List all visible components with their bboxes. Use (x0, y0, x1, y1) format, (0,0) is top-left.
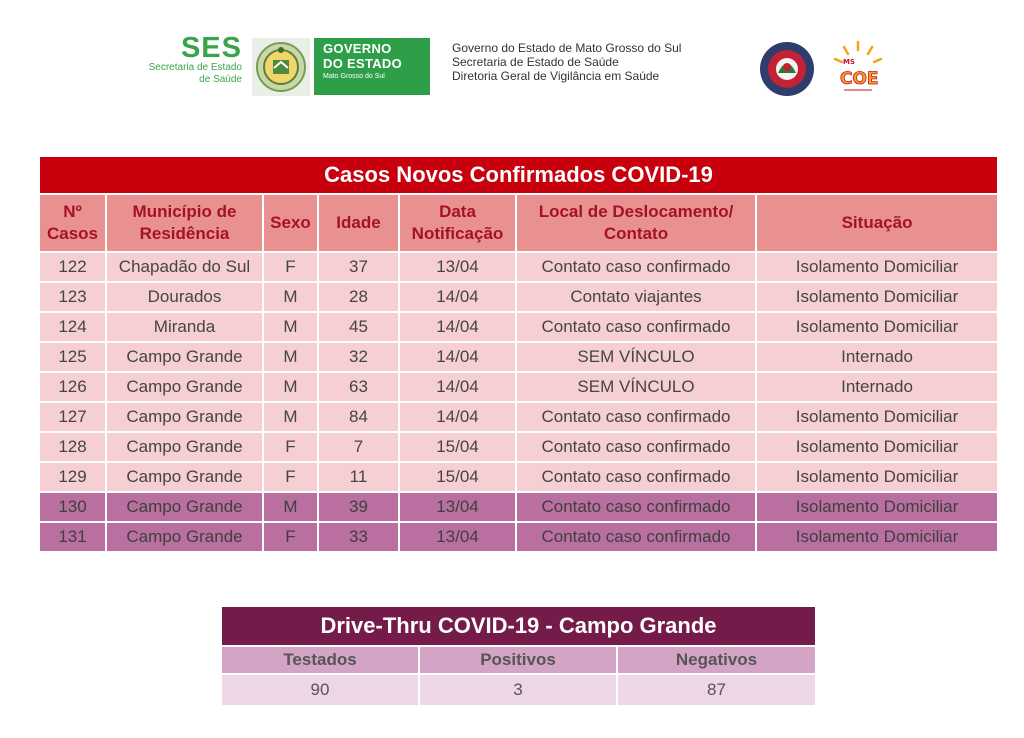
cell-municipio: Campo Grande (106, 462, 263, 492)
cell-data: 14/04 (399, 372, 516, 402)
cell-sexo: M (263, 342, 318, 372)
cell-idade: 7 (318, 432, 399, 462)
cell-sexo: F (263, 462, 318, 492)
cell-local: Contato caso confirmado (516, 432, 756, 462)
gov-line-2: DO ESTADO (323, 56, 403, 71)
ses-logo (118, 34, 242, 86)
cell-idade: 28 (318, 282, 399, 312)
cell-data: 14/04 (399, 312, 516, 342)
cell-situacao: Isolamento Domiciliar (756, 462, 998, 492)
cell-data: 13/04 (399, 492, 516, 522)
cell-data: 15/04 (399, 432, 516, 462)
col-header-num: Nº Casos (39, 194, 106, 252)
cell-municipio: Campo Grande (106, 342, 263, 372)
cell-sexo: M (263, 282, 318, 312)
cell-sexo: F (263, 432, 318, 462)
table-row (39, 492, 998, 522)
col-header-idade: Idade (318, 194, 399, 252)
cell-municipio: Campo Grande (106, 492, 263, 522)
new-cases-table (38, 155, 999, 553)
cell-num: 124 (39, 312, 106, 342)
col-header-testados: Testados (221, 646, 419, 674)
value-negativos: 87 (617, 674, 816, 706)
svg-text:COE: COE (840, 69, 879, 89)
value-testados: 90 (221, 674, 419, 706)
col-header-negativos: Negativos (617, 646, 816, 674)
institution-line-1: Governo do Estado de Mato Grosso do Sul (452, 41, 682, 55)
table-row (39, 432, 998, 462)
table-row (221, 674, 816, 706)
cell-idade: 45 (318, 312, 399, 342)
svg-text:MS: MS (843, 58, 856, 66)
cell-num: 123 (39, 282, 106, 312)
cell-sexo: F (263, 522, 318, 552)
cell-local: Contato caso confirmado (516, 492, 756, 522)
cell-local: Contato viajantes (516, 282, 756, 312)
cell-local: SEM VÍNCULO (516, 342, 756, 372)
table-row (39, 282, 998, 312)
cell-data: 14/04 (399, 402, 516, 432)
col-header-positivos: Positivos (419, 646, 617, 674)
cell-num: 122 (39, 252, 106, 282)
surveillance-seal-icon (758, 40, 816, 98)
institution-line-3: Diretoria Geral de Vigilância em Saúde (452, 69, 660, 83)
cell-situacao: Internado (756, 372, 998, 402)
cell-idade: 37 (318, 252, 399, 282)
cell-num: 125 (39, 342, 106, 372)
table-row (39, 522, 998, 552)
cell-idade: 32 (318, 342, 399, 372)
cell-num: 129 (39, 462, 106, 492)
cell-local: Contato caso confirmado (516, 462, 756, 492)
table-row (39, 462, 998, 492)
cell-idade: 39 (318, 492, 399, 522)
cell-municipio: Miranda (106, 312, 263, 342)
government-logo (314, 38, 430, 95)
table-row (39, 372, 998, 402)
cell-idade: 84 (318, 402, 399, 432)
col-header-situacao: Situação (756, 194, 998, 252)
cell-sexo: M (263, 312, 318, 342)
cell-local: Contato caso confirmado (516, 312, 756, 342)
page-header (0, 0, 1024, 130)
cell-data: 14/04 (399, 342, 516, 372)
cell-municipio: Campo Grande (106, 432, 263, 462)
cell-situacao: Internado (756, 342, 998, 372)
cell-municipio: Campo Grande (106, 402, 263, 432)
cell-local: Contato caso confirmado (516, 252, 756, 282)
gov-line-3: Mato Grosso do Sul (323, 73, 385, 80)
cell-idade: 63 (318, 372, 399, 402)
col-header-municipio: Município de Residência (106, 194, 263, 252)
cell-sexo: F (263, 252, 318, 282)
cell-sexo: M (263, 372, 318, 402)
col-header-local: Local de Deslocamento/ Contato (516, 194, 756, 252)
cell-municipio: Campo Grande (106, 372, 263, 402)
institution-line-2: Secretaria de Estado de Saúde (452, 55, 619, 69)
table-row (39, 402, 998, 432)
state-crest-icon (252, 38, 310, 96)
table-row (39, 312, 998, 342)
cell-situacao: Isolamento Domiciliar (756, 432, 998, 462)
cell-data: 13/04 (399, 252, 516, 282)
cell-data: 14/04 (399, 282, 516, 312)
cell-local: Contato caso confirmado (516, 522, 756, 552)
cell-num: 131 (39, 522, 106, 552)
cell-municipio: Dourados (106, 282, 263, 312)
cell-situacao: Isolamento Domiciliar (756, 522, 998, 552)
cell-idade: 33 (318, 522, 399, 552)
cell-sexo: M (263, 402, 318, 432)
cell-situacao: Isolamento Domiciliar (756, 312, 998, 342)
ses-abbr: SES (180, 32, 242, 64)
value-positivos: 3 (419, 674, 617, 706)
table-row (39, 252, 998, 282)
table-row (39, 342, 998, 372)
col-header-sexo: Sexo (263, 194, 318, 252)
cell-data: 15/04 (399, 462, 516, 492)
coe-logo-icon (832, 38, 884, 98)
cell-num: 130 (39, 492, 106, 522)
cell-idade: 11 (318, 462, 399, 492)
table-title: Casos Novos Confirmados COVID-19 (39, 156, 998, 194)
cell-num: 128 (39, 432, 106, 462)
cell-num: 127 (39, 402, 106, 432)
cell-situacao: Isolamento Domiciliar (756, 492, 998, 522)
drive-thru-table (220, 605, 817, 707)
cell-local: SEM VÍNCULO (516, 372, 756, 402)
cell-local: Contato caso confirmado (516, 402, 756, 432)
cell-situacao: Isolamento Domiciliar (756, 252, 998, 282)
cell-situacao: Isolamento Domiciliar (756, 282, 998, 312)
cell-sexo: M (263, 492, 318, 522)
ses-line-2: de Saúde (199, 74, 242, 85)
ses-line-1: Secretaria de Estado (148, 62, 242, 73)
cell-municipio: Chapadão do Sul (106, 252, 263, 282)
drive-thru-title: Drive-Thru COVID-19 - Campo Grande (221, 606, 816, 646)
gov-line-1: GOVERNO (323, 41, 392, 56)
institution-text (452, 41, 681, 83)
cell-data: 13/04 (399, 522, 516, 552)
col-header-data: Data Notificação (399, 194, 516, 252)
cell-municipio: Campo Grande (106, 522, 263, 552)
cell-situacao: Isolamento Domiciliar (756, 402, 998, 432)
cell-num: 126 (39, 372, 106, 402)
